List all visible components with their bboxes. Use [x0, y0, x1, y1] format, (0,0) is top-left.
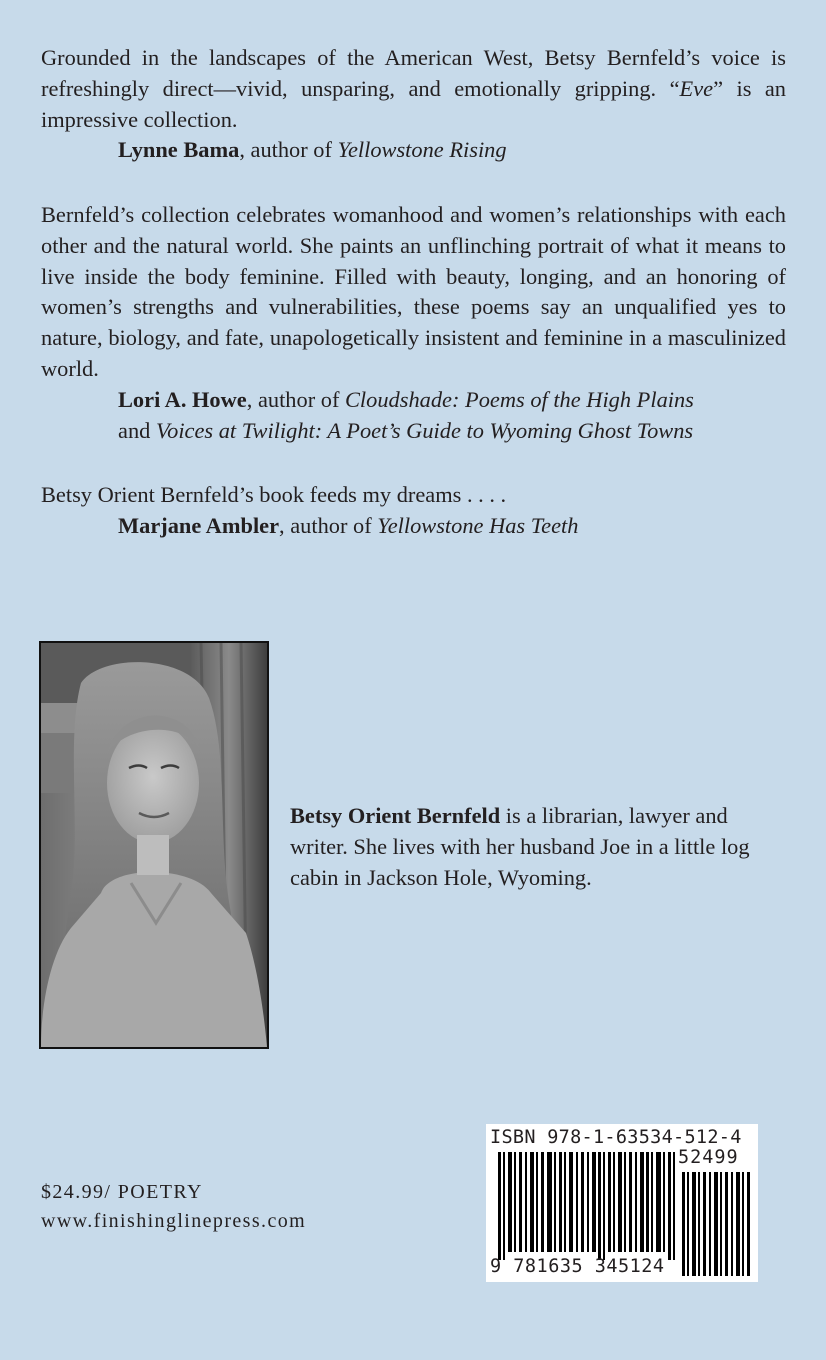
author-portrait-image [41, 643, 267, 1047]
blurb-lynne-bama [41, 43, 786, 166]
author-photo [39, 641, 269, 1049]
blurb-attribution: Lori A. Howe, author of Cloudshade: Poems of the High Plains and Voices at Twilight: A Poet’s Guide to Wyoming Ghost Towns [118, 386, 694, 443]
blurb-quote: Grounded in the landscapes of the American West, Betsy Bernfeld’s voice is refreshingly direct—vivid, unsparing, and emotionally gripping. “Eve” is an impressive collection. [41, 45, 786, 132]
price-category: $24.99/ POETRY [41, 1181, 203, 1203]
author-bio: Betsy Orient Bernfeld is a librarian, lawyer and writer. She lives with her husband Joe in a little log cabin in Jackson Hole, Wyoming. [290, 803, 750, 890]
blurb-attribution: Marjane Ambler, author of Yellowstone Has Teeth [118, 512, 579, 538]
blurb-attribution: Lynne Bama, author of Yellowstone Rising [118, 137, 507, 163]
price-and-website [41, 1178, 306, 1236]
price-addon-code: 52499 [678, 1147, 739, 1168]
barcode-digits: 9 781635 345124 [490, 1256, 665, 1277]
isbn-label: ISBN 978-1-63534-512-4 [490, 1127, 742, 1148]
publisher-website: www.finishinglinepress.com [41, 1210, 307, 1232]
blurb-quote: Bernfeld’s collection celebrates womanhood and women’s relationships with each other and the natural world. She paints an unflinching portrait of what it means to live inside the body feminine. Filled with beauty, longing, and an honoring of women’s strengths and vulnerabilities, these poems say an unqualified yes to nature, biology, and fate, unapologetically insistent and feminine in a masculinized world. [41, 202, 786, 381]
isbn-barcode [486, 1124, 758, 1282]
blurb-marjane-ambler [41, 480, 786, 542]
blurb-quote: Betsy Orient Bernfeld’s book feeds my dreams . . . . [41, 482, 507, 507]
blurb-lori-howe [41, 200, 786, 446]
